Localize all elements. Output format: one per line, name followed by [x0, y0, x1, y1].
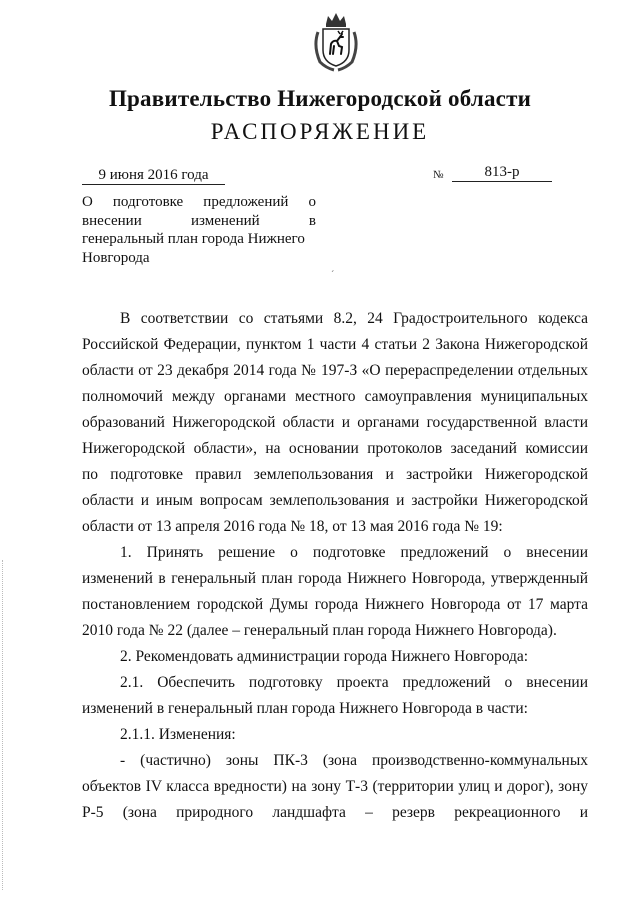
body-line: области от 23 декабря 2014 года № 197-З «О перераспределении отдельных: [82, 362, 588, 379]
subject-line: внесении изменений в: [82, 212, 316, 229]
body-line: - (частично) зоны ПК-3 (зона производственно-коммунальных: [120, 752, 588, 769]
scan-mark: ´: [331, 270, 335, 281]
body-line: изменений в генеральный план города Нижнего Новгорода, утвержденный: [82, 570, 588, 587]
body-line: 1. Принять решение о подготовке предложений о внесении: [120, 544, 588, 561]
org-title: Правительство Нижегородской области: [108, 86, 532, 111]
body-line: полномочий между органами местного самоуправления муниципальных: [82, 388, 588, 405]
body-line: Российской Федерации, пунктом 1 части 4 статьи 2 Закона Нижегородской: [82, 336, 588, 353]
body-line: области от 13 апреля 2016 года № 18, от 13 мая 2016 года № 19:: [82, 518, 503, 535]
subject-line: генеральный план города Нижнего: [82, 231, 305, 247]
body-line: объектов IV класса вредности) на зону Т-3 (территории улиц и дорог), зону: [82, 778, 588, 795]
subject-line: Новгорода: [82, 249, 150, 266]
document-type: РАСПОРЯЖЕНИЕ: [210, 119, 430, 144]
body-line: по подготовке правил землепользования и застройки Нижегородской: [82, 466, 588, 483]
body-line: изменений в генеральный план города Нижнего Новгорода в части:: [82, 700, 528, 717]
body-line: В соответствии со статьями 8.2, 24 Градостроительного кодекса: [120, 310, 588, 327]
document-subject: [82, 193, 316, 267]
document-body: [82, 306, 588, 826]
subject-line: О подготовке предложений о: [82, 194, 316, 210]
body-line: Нижегородской области», на основании протоколов заседаний комиссии: [82, 440, 588, 457]
body-line: 2. Рекомендовать администрации города Нижнего Новгорода:: [120, 648, 529, 665]
document-number: 813-р: [452, 163, 552, 182]
body-line: образований Нижегородской области и органами государственной власти: [82, 414, 588, 431]
body-line: постановлением городской Думы города Нижнего Новгорода от 17 марта: [82, 596, 588, 613]
body-line: 2.1.1. Изменения:: [120, 726, 236, 743]
scan-edge-artifact: [2, 560, 5, 890]
number-label: №: [433, 169, 444, 181]
document-date: 9 июня 2016 года: [82, 166, 225, 185]
coat-of-arms-icon: [312, 10, 360, 72]
body-line: 2.1. Обеспечить подготовку проекта предложений о внесении: [120, 674, 588, 691]
body-line: Р-5 (зона природного ландшафта – резерв рекреационного и: [82, 804, 588, 821]
body-line: области и иным вопросам землепользования и застройки Нижегородской: [82, 492, 588, 509]
body-line: 2010 года № 22 (далее – генеральный план города Нижнего Новгорода).: [82, 622, 557, 639]
